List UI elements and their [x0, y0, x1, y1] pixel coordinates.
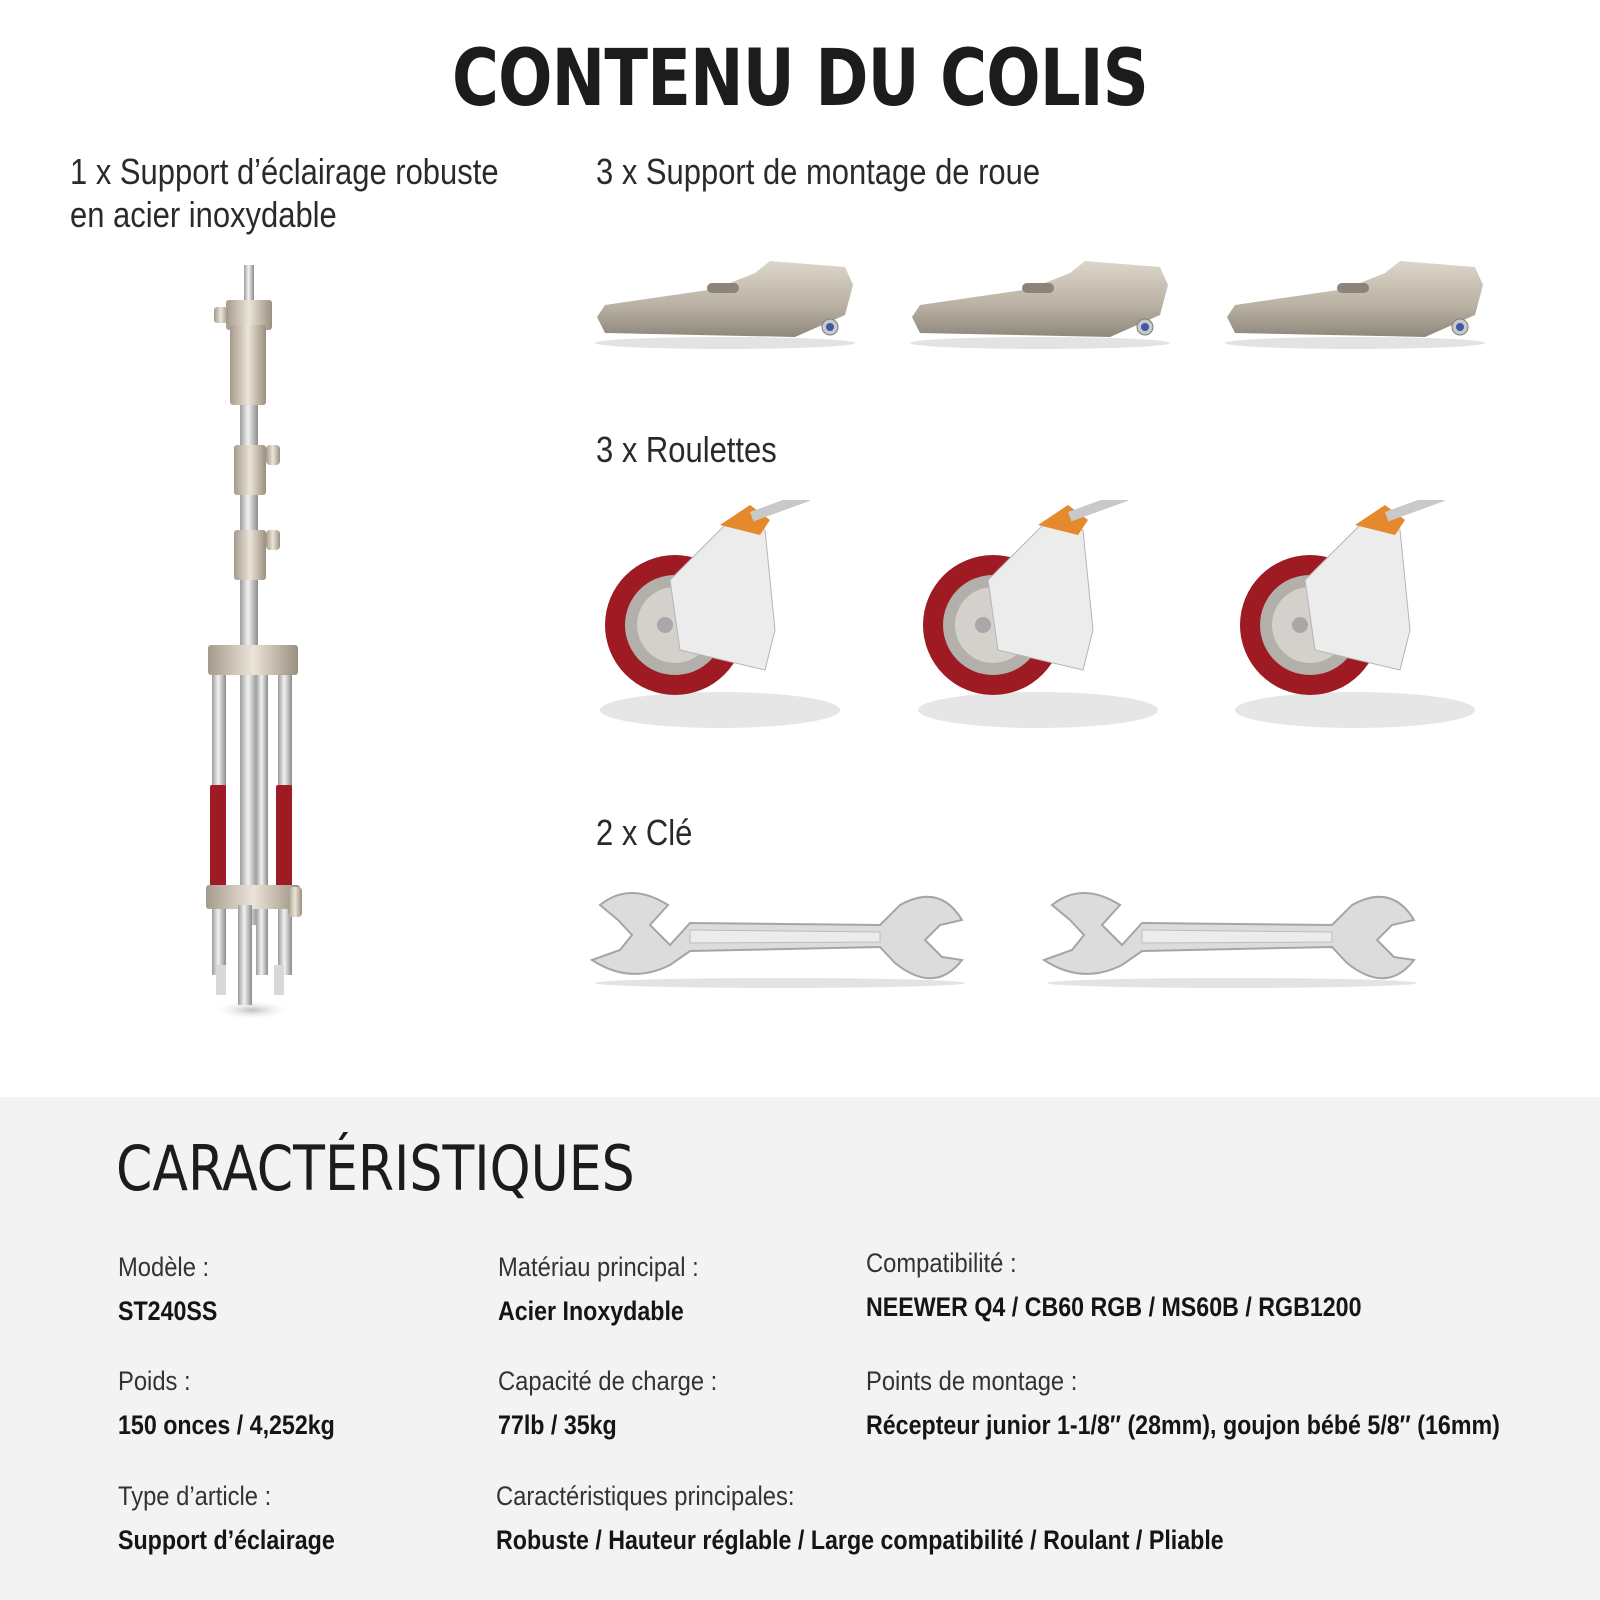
material-value: Acier Inoxydable [498, 1296, 684, 1326]
load-value: 77lb / 35kg [498, 1410, 617, 1440]
stand-label-line2: en acier inoxydable [70, 194, 337, 235]
package-title: CONTENU DU COLIS [451, 34, 1149, 124]
load-label: Capacité de charge : [498, 1366, 718, 1396]
casters-label: 3 x Roulettes [596, 429, 777, 470]
specs-title: CARACTÉRISTIQUES [116, 1132, 635, 1205]
light-stand-image [190, 265, 320, 1025]
weight-label: Poids : [118, 1366, 191, 1396]
wrenches-label: 2 x Clé [596, 812, 693, 853]
caster-wheel-image-1 [600, 500, 860, 760]
model-label: Modèle : [118, 1252, 210, 1282]
compatibility-value: NEEWER Q4 / CB60 RGB / MS60B / RGB1200 [866, 1292, 1362, 1322]
model-value: ST240SS [118, 1296, 218, 1326]
brackets-label: 3 x Support de montage de roue [596, 151, 1041, 192]
wheel-bracket-image-2 [910, 255, 1180, 360]
wrench-image-1 [590, 885, 970, 995]
weight-value: 150 onces / 4,252kg [118, 1410, 335, 1440]
wheel-bracket-image-1 [595, 255, 865, 360]
caster-wheel-image-2 [918, 500, 1178, 760]
compatibility-label: Compatibilité : [866, 1248, 1017, 1278]
features-value: Robuste / Hauteur réglable / Large compatibilité / Roulant / Pliable [496, 1525, 1224, 1555]
type-label: Type d’article : [118, 1481, 272, 1511]
type-value: Support d’éclairage [118, 1525, 335, 1555]
features-label: Caractéristiques principales: [496, 1481, 795, 1511]
material-label: Matériau principal : [498, 1252, 699, 1282]
wheel-bracket-image-3 [1225, 255, 1495, 360]
stand-label-line1: 1 x Support d’éclairage robuste [70, 151, 499, 192]
wrench-image-2 [1042, 885, 1422, 995]
mounting-value: Récepteur junior 1-1/8″ (28mm), goujon bébé 5/8″ (16mm) [866, 1410, 1500, 1440]
mounting-label: Points de montage : [866, 1366, 1078, 1396]
caster-wheel-image-3 [1235, 500, 1495, 760]
